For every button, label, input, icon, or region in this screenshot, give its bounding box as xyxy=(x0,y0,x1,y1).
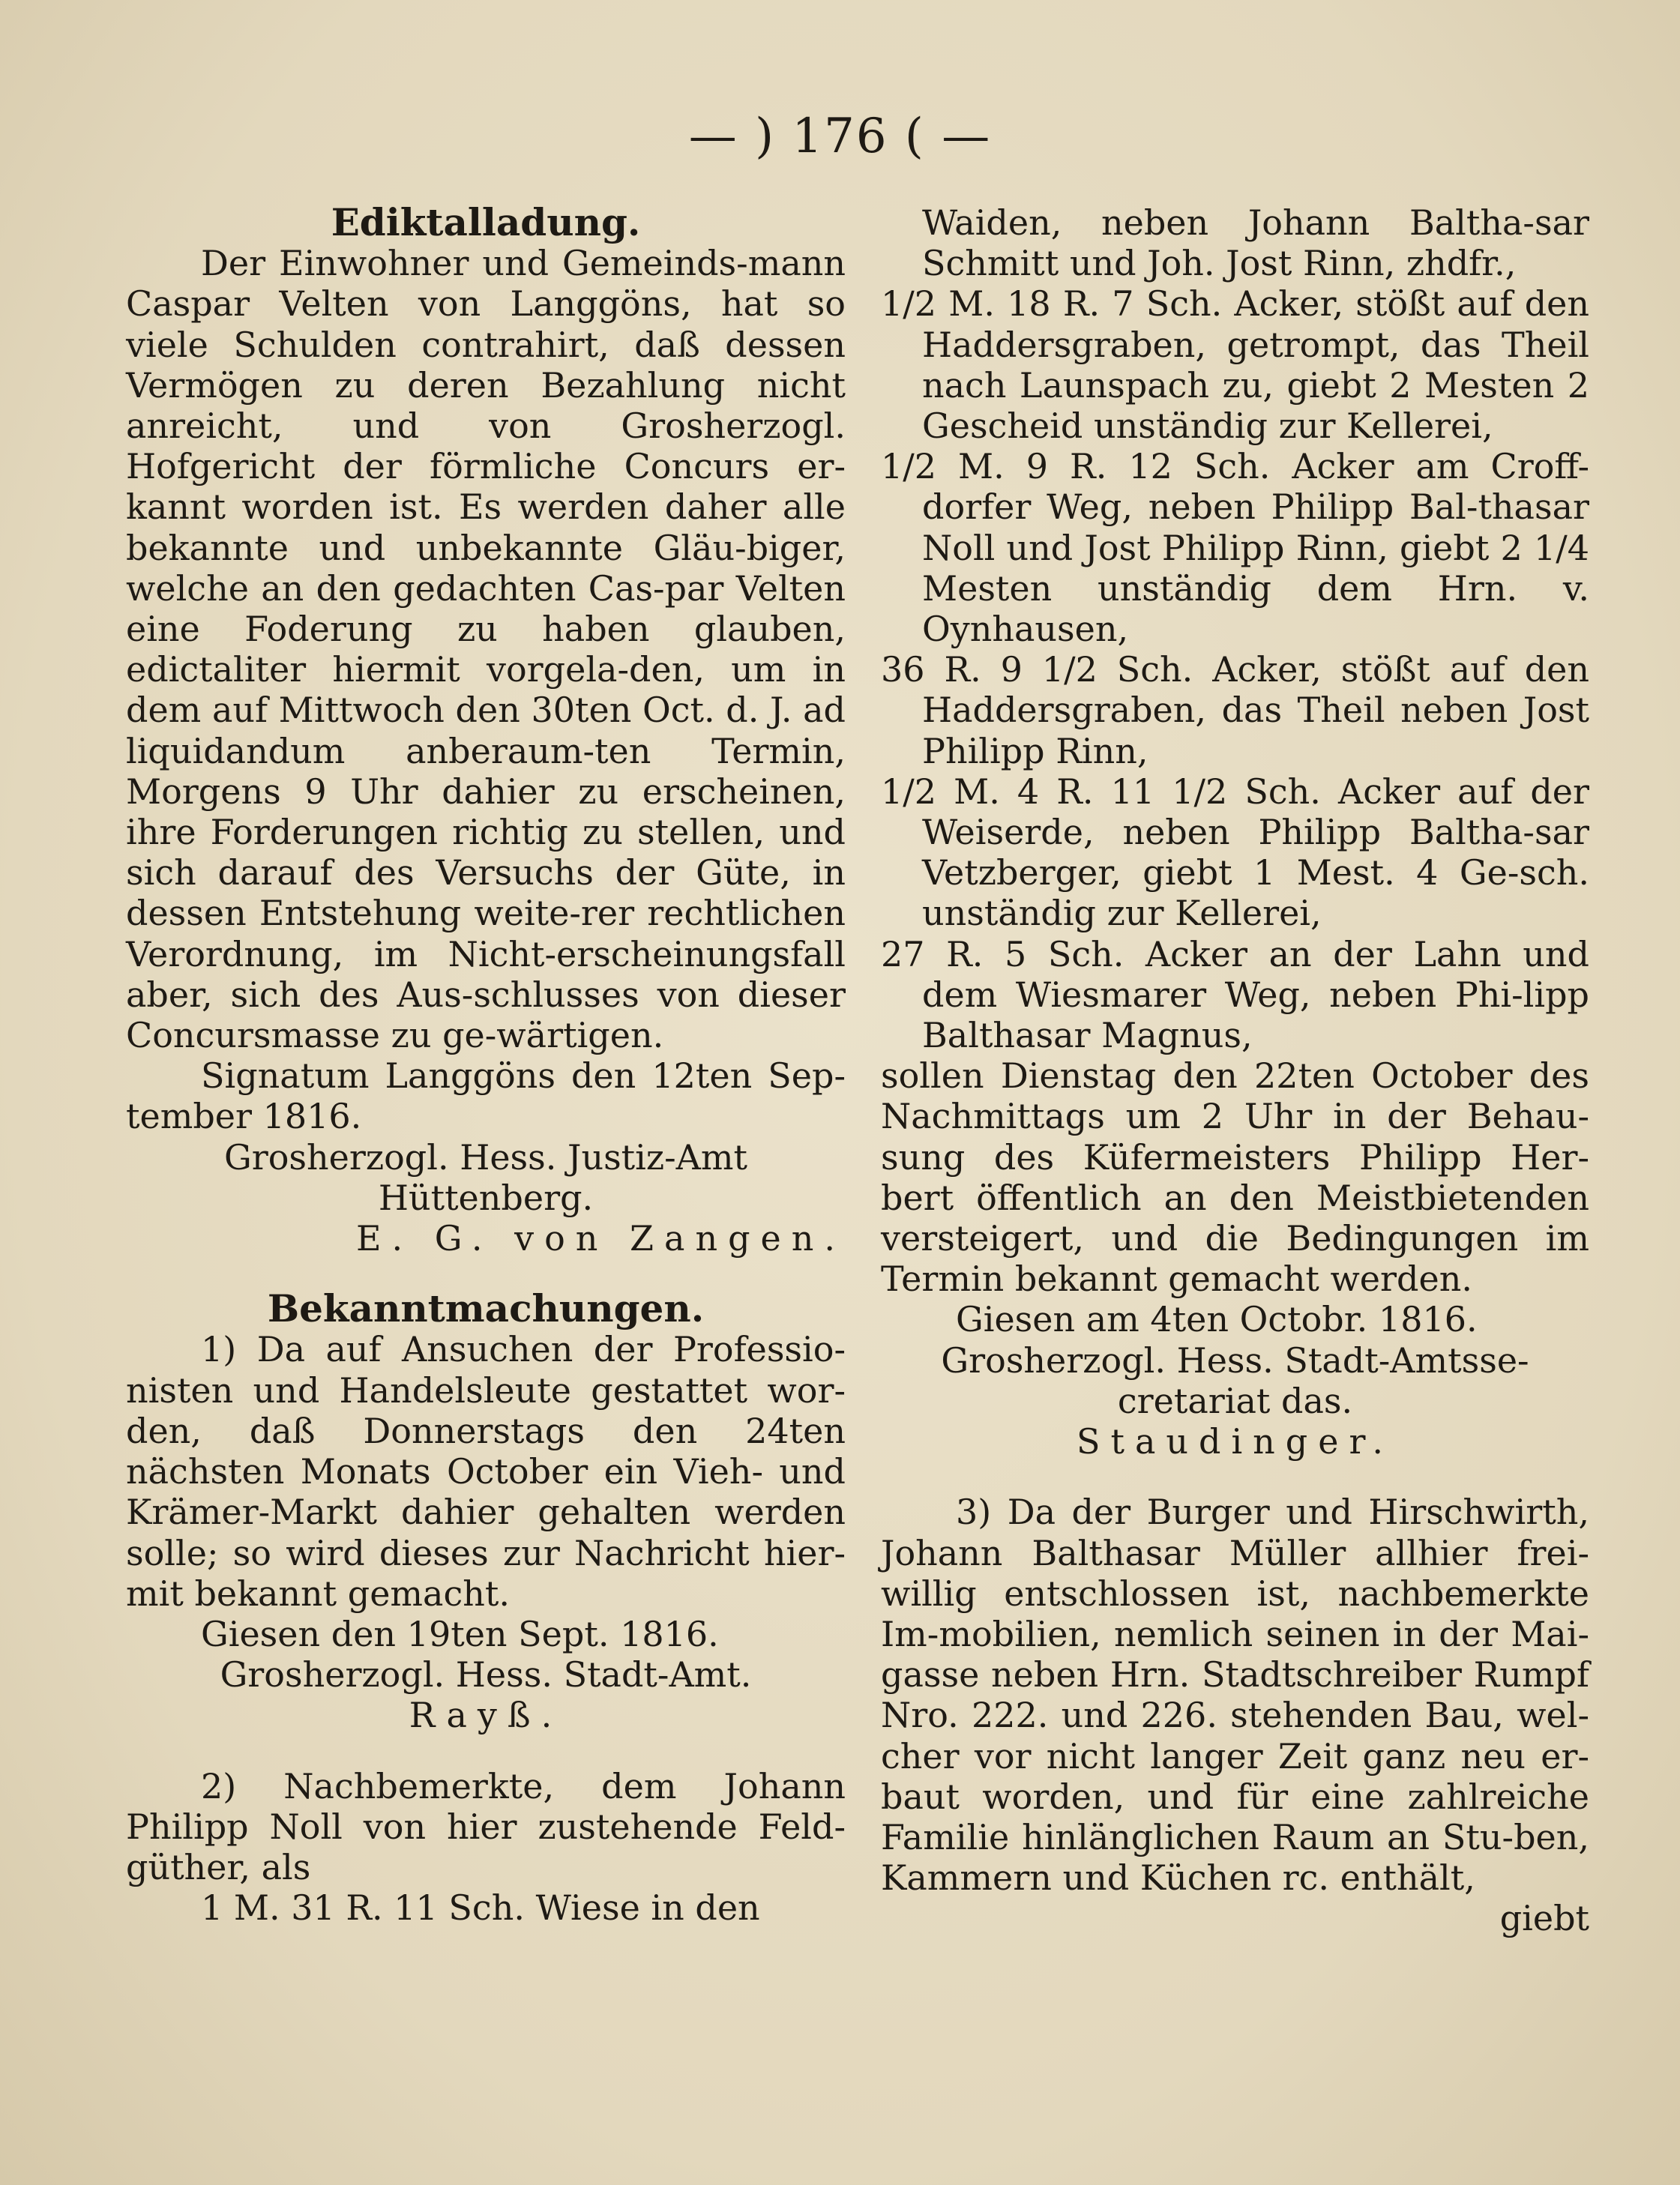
announcement-1-body: 1) Da auf Ansuchen der Professio-nisten und Handelsleute gestattet wor-den, daß Donnerstags den 24ten nächsten Monats October ein Vieh- und Krämer-Markt dahier gehalten werden solle; so wird dieses zur Nachricht hier-mit bekannt gemacht. xyxy=(126,1329,846,1614)
announcement-1-signature: Rayß. xyxy=(409,1695,563,1736)
announcement-2-signature: Staudinger. xyxy=(1076,1421,1394,1462)
edict-signature: E. G. von Zangen. xyxy=(355,1218,846,1259)
announcement-3-body: 3) Da der Burger und Hirschwirth, Johann Balthasar Müller allhier frei-willig entschlossen ist, nachbemerkte Im-mobilien, nemlich seinen in der Mai-gasse neben Hrn. Stadtschreiber Rumpf Nro. 222. und 226. stehenden Bau, wel-cher vor nicht langer Zeit ganz neu er-baut worden, und für eine zahlreiche Familie hinlänglichen Raum an Stu-ben, Kammern und Küchen rc. enthält, xyxy=(881,1492,1589,1899)
announcement-2-item-6: 27 R. 5 Sch. Acker an der Lahn und dem Wiesmarer Weg, neben Phi-lipp Balthasar Magnus, xyxy=(881,933,1589,1056)
announcement-2-intro: 2) Nachbemerkte, dem Johann Philipp Noll von hier zustehende Feld-güther, als xyxy=(126,1765,846,1887)
right-column xyxy=(881,202,1589,1939)
left-column xyxy=(126,202,846,1928)
edict-date: Signatum Langgöns den 12ten Sep-tember 1816. xyxy=(126,1055,846,1137)
announcement-2-body: sollen Dienstag den 22ten October des Nachmittags um 2 Uhr in der Behau-sung des Küfermeisters Philipp Her-bert öffentlich an den Meistbietenden versteigert, und die Bedingungen im Termin bekannt gemacht werden. xyxy=(881,1055,1589,1300)
announcement-1-date: Giesen den 19ten Sept. 1816. xyxy=(201,1613,719,1654)
catchword: giebt xyxy=(1499,1898,1589,1939)
announcement-2-item-1: 1 M. 31 R. 11 Sch. Wiese in den xyxy=(201,1887,760,1929)
edict-title: Ediktalladung. xyxy=(331,200,641,244)
edict-body: Der Einwohner und Gemeinds-mann Caspar Velten von Langgöns, hat so viele Schulden contrahirt, daß dessen Vermögen zu deren Bezahlung nicht anreicht, und von Grosherzogl. Hofgericht der förmliche Concurs er-kannt worden ist. Es werden daher alle bekannte und unbekannte Gläu-biger, welche an den gedachten Cas-par Velten eine Foderung zu haben glauben, edictaliter hiermit vorgela-den, um in dem auf Mittwoch den 30ten Oct. d. J. ad liquidandum anberaum-ten Termin, Morgens 9 Uhr dahier zu erscheinen, ihre Forderungen richtig zu stellen, und sich darauf des Versuchs der Güte, in dessen Entstehung weite-rer rechtlichen Verordnung, im Nicht-erscheinungsfall aber, sich des Aus-schlusses von dieser Concursmasse zu ge-wärtigen. xyxy=(126,243,846,1056)
edict-authority: Grosherzogl. Hess. Justiz-Amt Hüttenberg. xyxy=(224,1136,747,1218)
announcements-title: Bekanntmachungen. xyxy=(267,1286,705,1331)
announcement-2-item-1-cont: Waiden, neben Johann Baltha-sar Schmitt und Joh. Jost Rinn, zhdfr., xyxy=(922,202,1589,284)
announcement-2-item-4: 36 R. 9 1/2 Sch. Acker, stößt auf den Haddersgraben, das Theil neben Jost Philipp Rinn, xyxy=(881,649,1589,771)
announcement-2-authority: Grosherzogl. Hess. Stadt-Amtsse-cretariat das. xyxy=(941,1339,1529,1421)
announcement-2-date: Giesen am 4ten Octobr. 1816. xyxy=(956,1299,1478,1340)
page-header: — ) 176 ( — xyxy=(688,109,992,164)
announcement-2-item-2: 1/2 M. 18 R. 7 Sch. Acker, stößt auf den Haddersgraben, getrompt, das Theil nach Launspach zu, giebt 2 Mesten 2 Gescheid unständig zur Kellerei, xyxy=(881,283,1589,447)
announcement-2-item-3: 1/2 M. 9 R. 12 Sch. Acker am Croff-dorfer Weg, neben Philipp Bal-thasar Noll und Jost Philipp Rinn, giebt 2 1/4 Mesten unständig dem Hrn. v. Oynhausen, xyxy=(881,446,1589,650)
announcement-1-authority: Grosherzogl. Hess. Stadt-Amt. xyxy=(220,1654,752,1696)
announcement-2-item-5: 1/2 M. 4 R. 11 1/2 Sch. Acker auf der Weiserde, neben Philipp Baltha-sar Vetzberger, giebt 1 Mest. 4 Ge-sch. unständig zur Kellerei, xyxy=(881,771,1589,934)
